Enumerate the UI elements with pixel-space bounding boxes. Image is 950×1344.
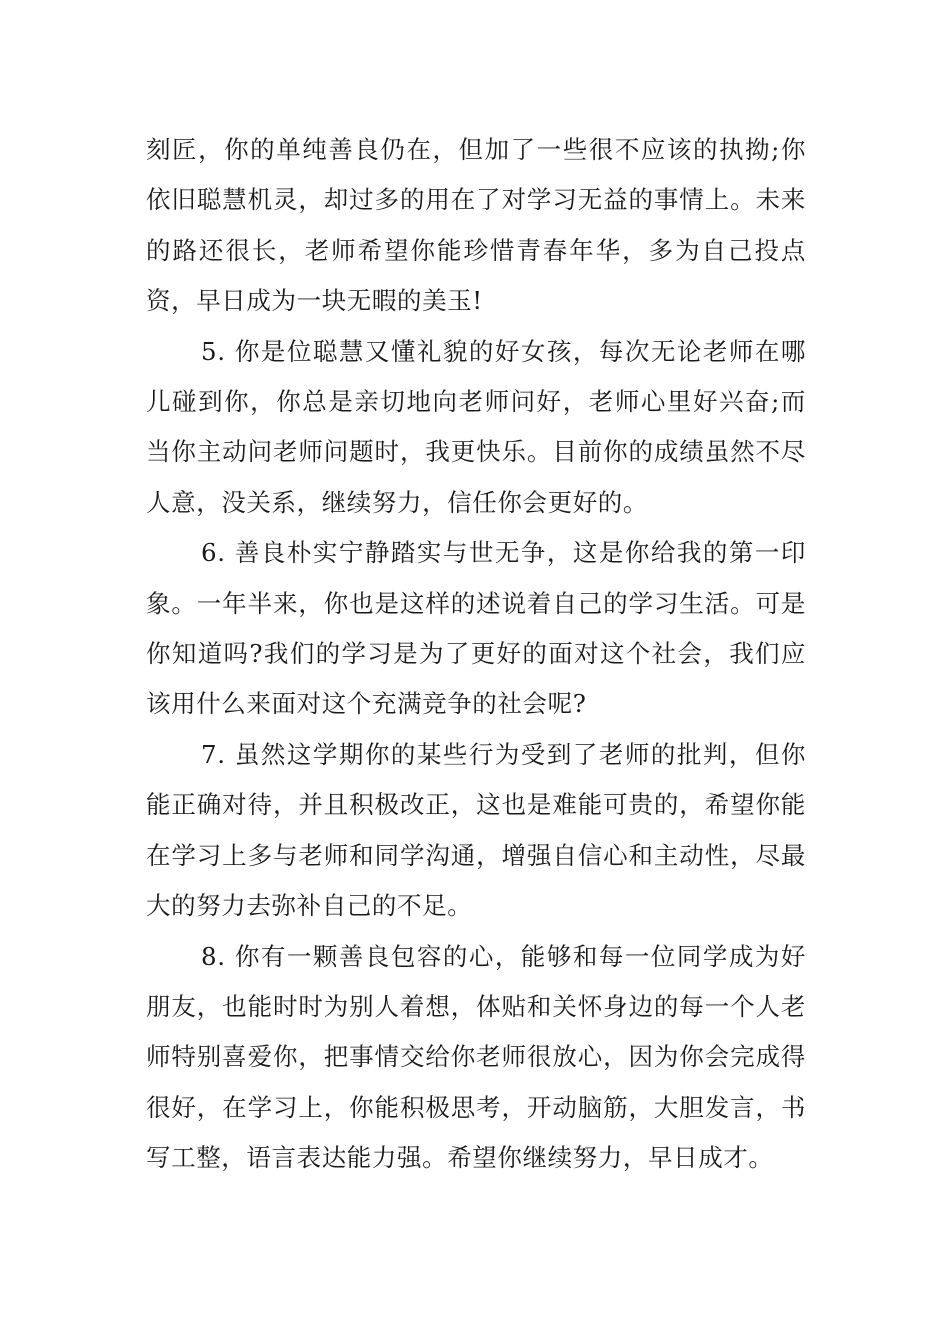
paragraph-5: 5. 你是位聪慧又懂礼貌的好女孩，每次无论老师在哪儿碰到你，你总是亲切地向老师问好，老师心里好兴奋;而当你主动问老师问题时，我更快乐。目前你的成绩虽然不尽人意，没关系，继续努力，信任你会更好的。 [146, 336, 806, 517]
paragraph-6: 6. 善良朴实宁静踏实与世无争，这是你给我的第一印象。一年半来，你也是这样的述说着自己的学习生活。可是你知道吗?我们的学习是为了更好的面对这个社会，我们应该用什么来面对这个充满竞争的社会呢? [146, 538, 806, 719]
paragraph-8: 8. 你有一颗善良包容的心，能够和每一位同学成为好朋友，也能时时为别人着想，体贴和关怀身边的每一个人老师特别喜爱你，把事情交给你老师很放心，因为你会完成得很好，在学习上，你能积极思考，开动脑筋，大胆发言，书写工整，语言表达能力强。希望你继续努力，早日成才。 [146, 941, 806, 1173]
paragraph-4-continued: 刻匠，你的单纯善良仍在，但加了一些很不应该的执拗;你依旧聪慧机灵，却过多的用在了对学习无益的事情上。未来的路还很长，老师希望你能珍惜青春年华，多为自己投点资，早日成为一块无暇的美玉! [146, 135, 806, 316]
paragraph-7: 7. 虽然这学期你的某些行为受到了老师的批判，但你能正确对待，并且积极改正，这也是难能可贵的，希望你能在学习上多与老师和同学沟通，增强自信心和主动性，尽最大的努力去弥补自己的不足。 [146, 739, 806, 921]
document-body [146, 125, 806, 1184]
